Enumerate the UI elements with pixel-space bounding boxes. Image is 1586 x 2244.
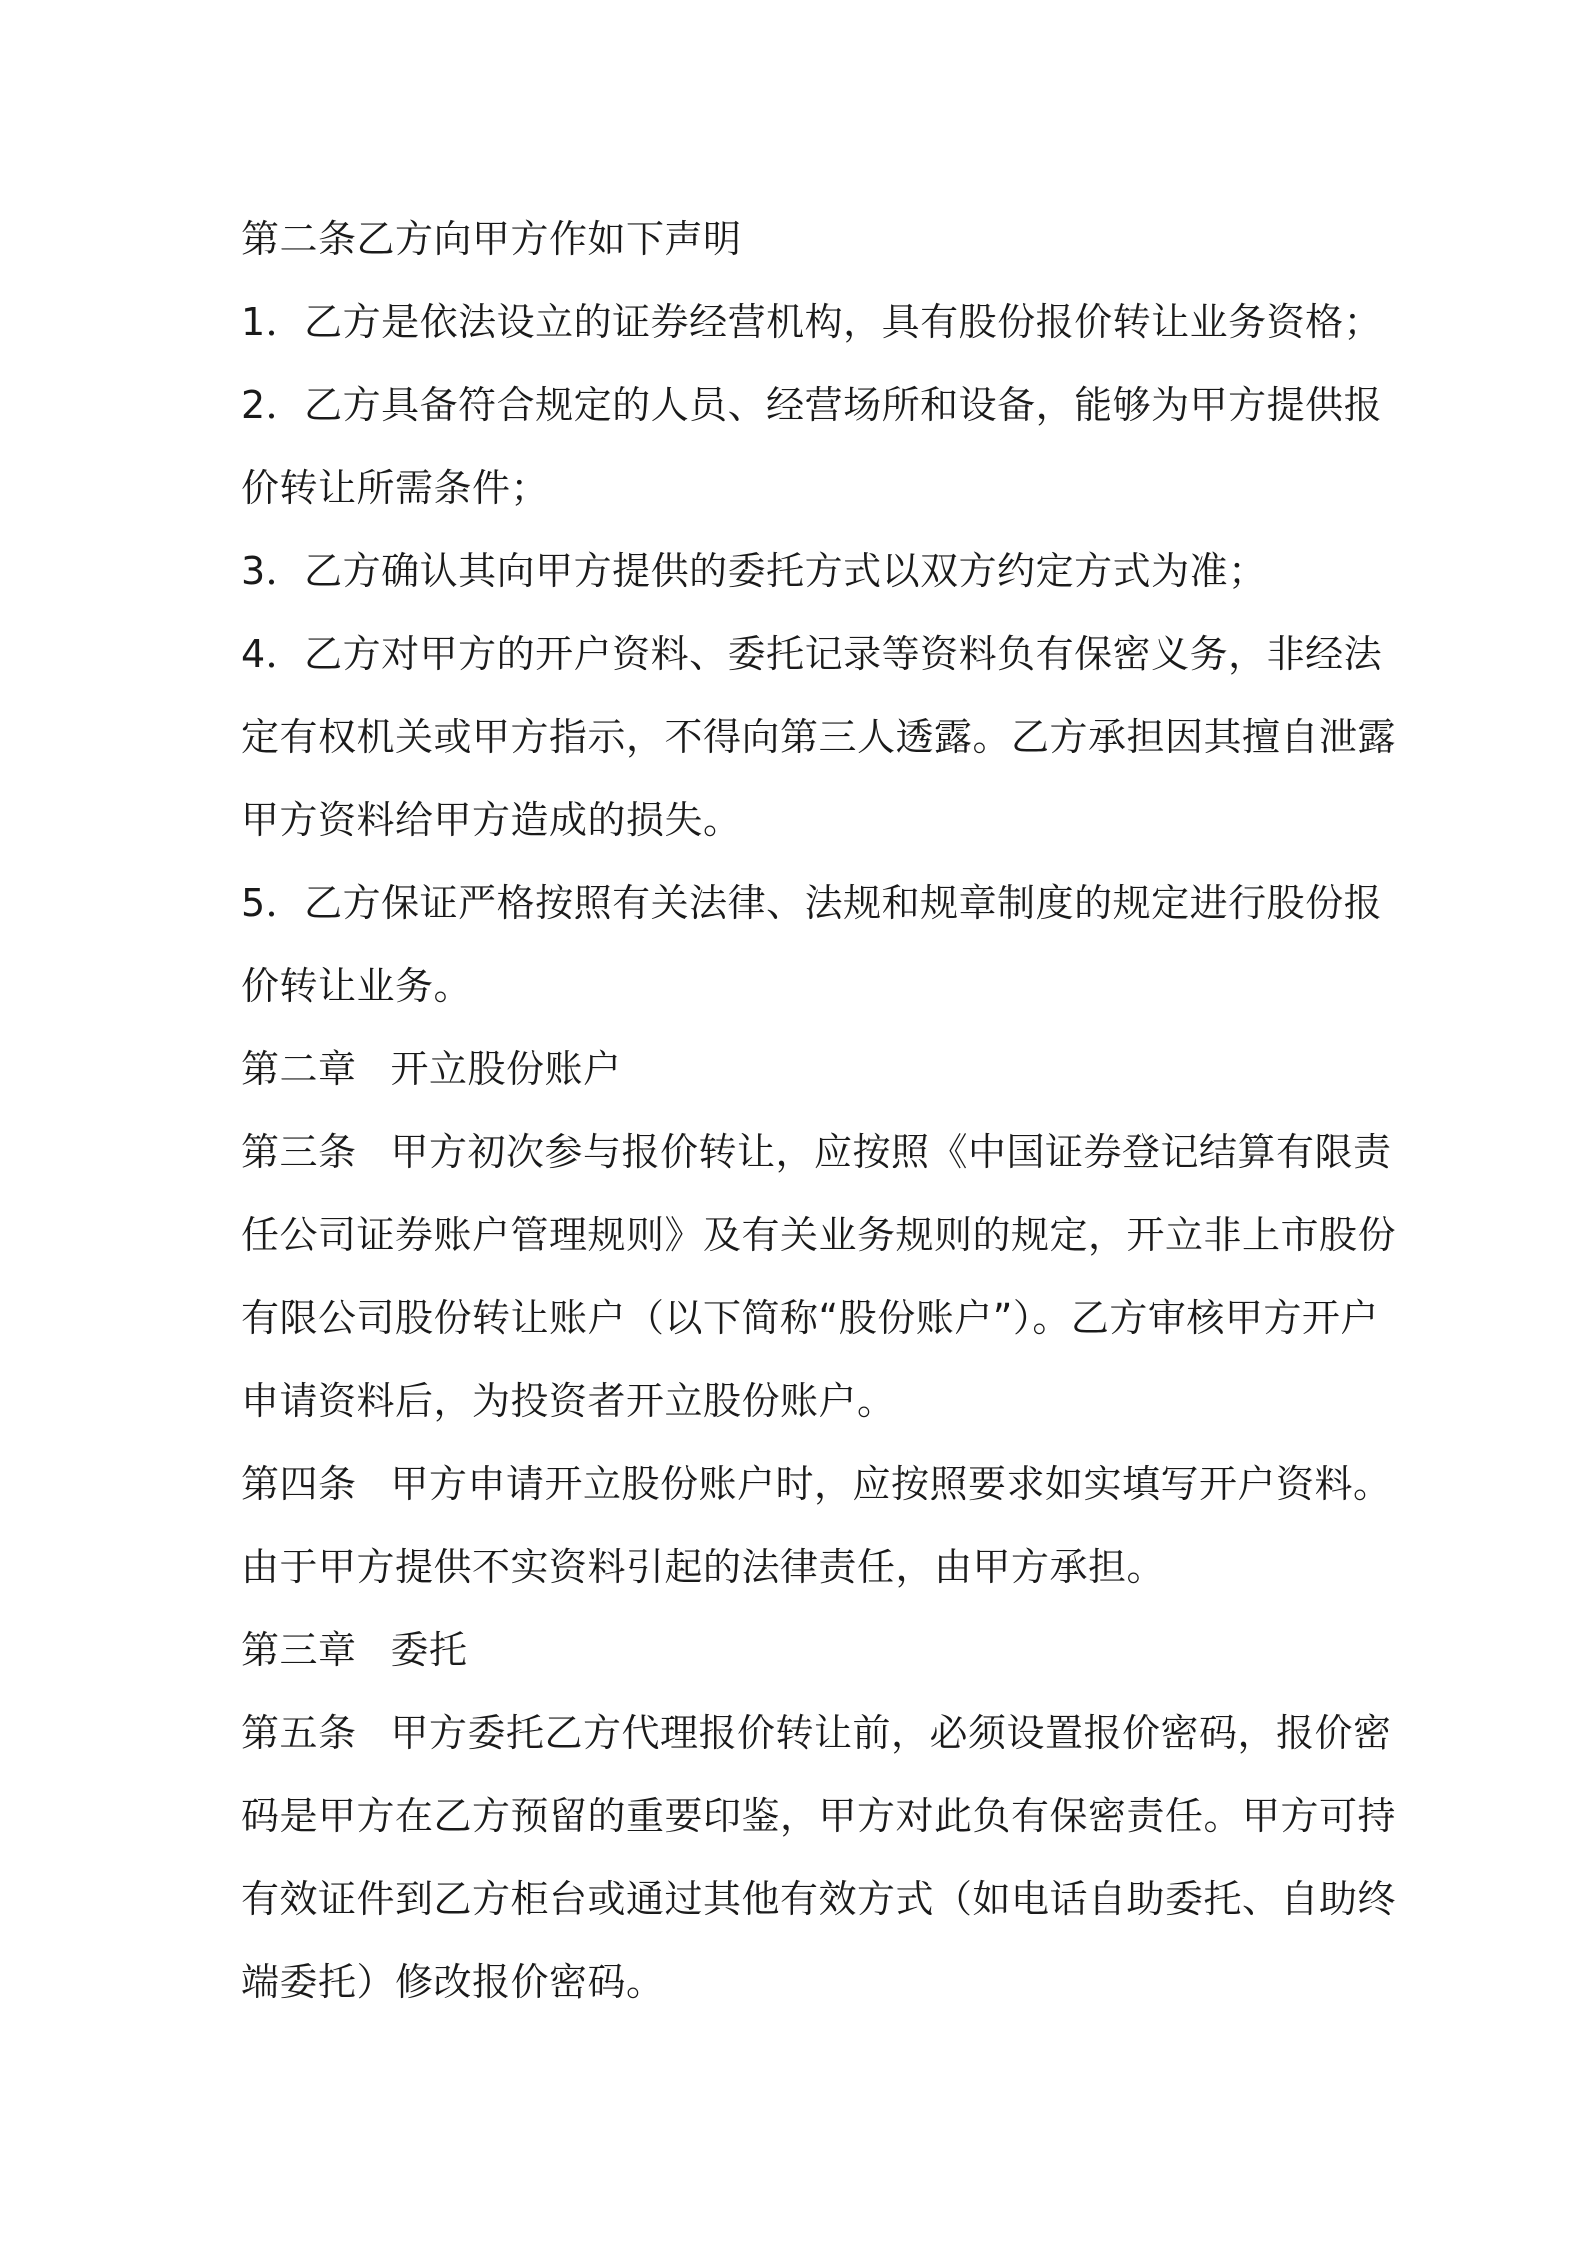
article-4-line: [241, 1443, 1392, 1526]
article-2-item-5-cont: 价转让业务。: [241, 964, 473, 1008]
article-text: 甲方申请开立股份账户时，应按照要求如实填写开户资料。: [390, 1462, 1392, 1506]
article-2-item-3: 3．乙方确认其向甲方提供的委托方式以双方约定方式为准；: [241, 549, 1267, 593]
chapter-title: 委托: [390, 1628, 468, 1672]
chapter-3-heading: [241, 1609, 1361, 1692]
chapter-2-heading: [241, 1028, 1361, 1111]
article-3-line: [241, 1111, 1392, 1194]
article-3-cont: 有限公司股份转让账户（以下简称“股份账户”）。乙方审核甲方开户: [241, 1296, 1379, 1340]
article-text: 甲方委托乙方代理报价转让前，必须设置报价密码，报价密: [390, 1711, 1392, 1755]
chapter-label: 第二章: [241, 1047, 357, 1091]
chapter-title: 开立股份账户: [390, 1047, 622, 1091]
article-label: 第三条: [241, 1130, 357, 1174]
article-2-item-5: 5．乙方保证严格按照有关法律、法规和规章制度的规定进行股份报: [241, 881, 1383, 925]
article-2-item-4: 4．乙方对甲方的开户资料、委托记录等资料负有保密义务，非经法: [241, 632, 1383, 676]
article-2-item-4-cont: 甲方资料给甲方造成的损失。: [241, 798, 742, 842]
article-label: 第五条: [241, 1711, 357, 1755]
article-text: 甲方初次参与报价转让，应按照《中国证券登记结算有限责: [390, 1130, 1392, 1174]
article-2-item-1: 1．乙方是依法设立的证券经营机构，具有股份报价转让业务资格；: [241, 300, 1383, 344]
article-label: 第四条: [241, 1462, 357, 1506]
article-3-cont: 任公司证券账户管理规则》及有关业务规则的规定，开立非上市股份: [241, 1213, 1397, 1257]
article-4-cont: 由于甲方提供不实资料引起的法律责任，由甲方承担。: [241, 1545, 1166, 1589]
chapter-label: 第三章: [241, 1628, 357, 1672]
article-5-cont: 有效证件到乙方柜台或通过其他有效方式（如电话自助委托、自助终: [241, 1877, 1397, 1921]
article-5-cont: 端委托）修改报价密码。: [241, 1960, 665, 2004]
article-5-line: [241, 1692, 1392, 1775]
article-3-cont: 申请资料后，为投资者开立股份账户。: [241, 1379, 896, 1423]
article-2-item-2-cont: 价转让所需条件；: [241, 466, 550, 510]
article-5-cont: 码是甲方在乙方预留的重要印鉴，甲方对此负有保密责任。甲方可持: [241, 1794, 1397, 1838]
article-2-item-2: 2．乙方具备符合规定的人员、经营场所和设备，能够为甲方提供报: [241, 383, 1383, 427]
document-body: [241, 198, 1397, 2024]
article-2-item-4-cont: 定有权机关或甲方指示，不得向第三人透露。乙方承担因其擅自泄露: [241, 715, 1397, 759]
article-2-heading: 第二条乙方向甲方作如下声明: [241, 217, 742, 261]
